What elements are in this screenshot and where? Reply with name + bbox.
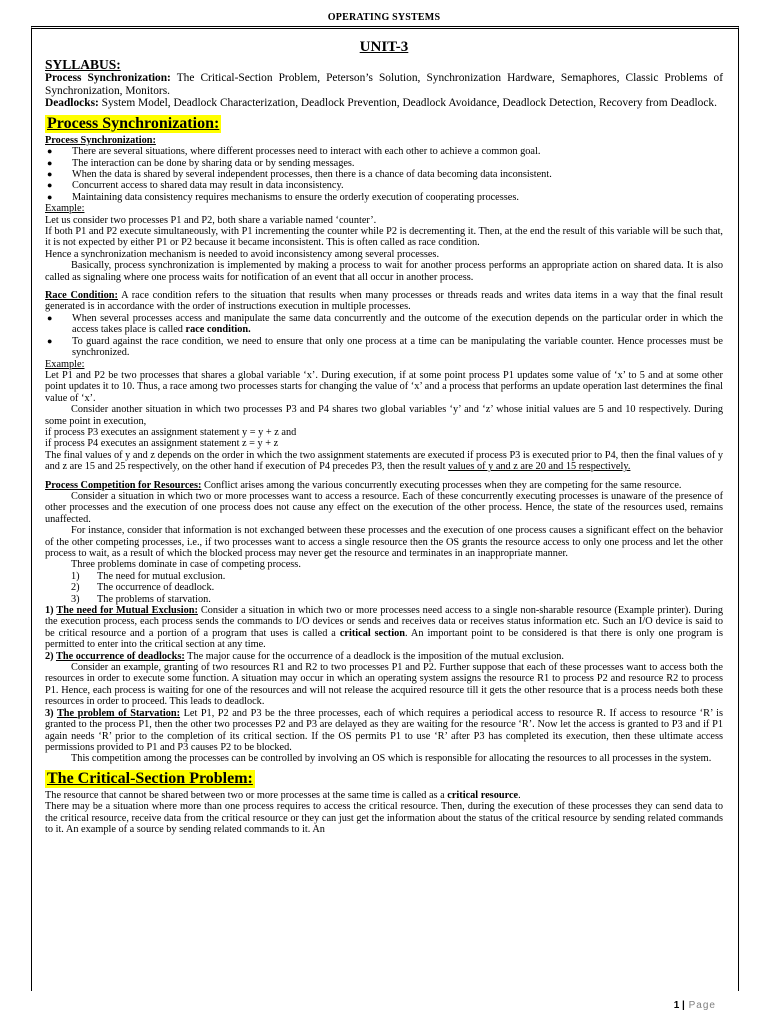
item-number: 1)	[71, 570, 80, 582]
deadlock-label: The occurrence of deadlocks:	[55, 650, 185, 662]
paragraph	[45, 450, 723, 473]
paragraph-text: The major cause for the occurrence of a deadlock is the imposition of the mutual exclusion.	[184, 650, 565, 662]
paragraph: Hence a synchronization mechanism is needed to avoid inconsistency among several processes.	[45, 248, 440, 260]
bullet-item	[45, 313, 723, 336]
race-condition-label: Race Condition:	[45, 290, 118, 302]
syllabus-dl-label: Deadlocks:	[45, 97, 99, 110]
page-content	[45, 38, 723, 835]
bullet-text: The interaction can be done by sharing data or by sending messages.	[72, 157, 355, 169]
syllabus-dl-text: System Model, Deadlock Characterization, Deadlock Prevention, Deadlock Avoidance, Deadlock Detection, Recovery from Deadlock.	[98, 97, 717, 110]
unit-title: UNIT-3	[359, 39, 409, 55]
paragraph-text: . An important point to be considered is that there is only one program is permitted to enter into the critical section at any time.	[45, 627, 724, 651]
paragraph: if process P4 executes an assignment statement z = y + z	[45, 438, 279, 450]
bullet-text: There are several situations, where different processes need to interact with each other to achieve a common goal.	[72, 146, 541, 158]
numbered-item	[45, 571, 723, 582]
syllabus-process-sync	[45, 72, 723, 97]
page-number: 1 |	[673, 1000, 685, 1011]
bullet-item	[45, 336, 723, 359]
paragraph: Let P1 and P2 be two processes that shares a global variable ‘x’. During execution, if at some point process P1 updates some value of ‘x’ to 5 and at some other point updates it to 10. Thus, a race among two processes starts for changing the value of ‘x’ and a process that performs an update operation last determines the final value of ‘x’.	[45, 369, 723, 404]
paragraph: Consider an example, granting of two resources R1 and R2 to two processes P1 and P2. Further suppose that each of these processes want to access both the resources in order to execute some function. A situation may occur in which an operating system assigns the resource R1 to process P2 and resource R2 to process P1. Hence, each process is waiting for one of the resources and will not release the acquired resource till it gets the other resource that is a process needs both these resources in order to proceed. This leads to deadlock.	[45, 662, 723, 708]
mutual-exclusion-label: The need for Mutual Exclusion:	[56, 605, 198, 617]
underlined-text: values of y and z are 20 and 15 respectively.	[448, 461, 631, 473]
item-text: The need for mutual exclusion.	[97, 570, 226, 582]
bullet-dot-icon: ●	[47, 180, 53, 191]
paragraph: If both P1 and P2 execute simultaneously, with P1 incrementing the counter while P2 is decrementing it. Then, at the end the result of this variable will be such that, it is not expected by either P1 or P2 because it became inconsistent. This is often called as race condition.	[45, 226, 723, 249]
bullet-dot-icon: ●	[47, 191, 53, 202]
bullet-item	[45, 180, 723, 191]
paragraph: Consider another situation in which two processes P3 and P4 shares two global variables ‘y’ and ‘z’ whose initial values are 5 and 10 respectively. During some point in execution,	[45, 404, 723, 427]
subheading-process-sync: Process Synchronization:	[45, 134, 156, 146]
bullet-text: When several processes access and manipulate the same data concurrently and the outcome of the execution depends on the particular order in which the access takes place is called	[72, 312, 723, 336]
competition-label: Process Competition for Resources:	[45, 479, 202, 491]
deadlock-paragraph	[45, 651, 723, 662]
running-header: OPERATING SYSTEMS	[327, 12, 441, 23]
mutual-exclusion-paragraph	[45, 605, 723, 651]
paragraph	[45, 790, 723, 801]
bullet-item	[45, 192, 723, 203]
paragraph: Let us consider two processes P1 and P2, both share a variable named ‘counter’.	[45, 214, 377, 226]
race-condition-paragraph	[45, 290, 723, 313]
paragraph: There may be a situation where more than one process requires to access the critical resource. Then, during the execution of these processes they can send data to the critical resource, receive data from the critical resource or they can just get the information about the status of the critical resource by sending related commands to it. An example of a source by sending related commands to it. An	[45, 801, 723, 835]
bold-term: critical resource	[447, 789, 519, 801]
bullet-item	[45, 169, 723, 180]
race-condition-text: A race condition refers to the situation that results when many processes or threads reads and writes data items in a way that the final result generated is in accordance with the order of instructions execution in multiple processes.	[45, 290, 723, 313]
section-heading-critical-section: The Critical-Section Problem:	[47, 769, 253, 787]
syllabus-ps-label: Process Synchronization:	[45, 72, 171, 84]
paragraph-text: The final values of y and z depends on the order in which the two assignment statements are executed if process P3 is executed prior to P4, then the final values of y and z are 15 and 25 respectively, on the other hand if execution of P4 precedes P3, then the result	[45, 449, 723, 473]
paragraph-text: Let P1, P2 and P3 be the three processes, each of which requires a periodical access to resource R. If access to resource ‘R’ is granted to the process P1, then the other two processes P2 and P3 are delayed as they are waiting for the resource ‘R’. Now let the access is granted to P3 and if P1 again needs ‘R’ prior to the completion of its critical section. If the OS permits P1 to use ‘R’ after P3 has completed its execution, then these ultimate access permissions provided to P1 and P3 causes P2 to be blocked.	[45, 707, 724, 753]
item-number: 3)	[71, 593, 80, 605]
bullet-dot-icon: ●	[47, 312, 53, 323]
competition-text: Conflict arises among the various concurrently executing processes when they are competing for the same resource.	[201, 479, 682, 491]
starvation-paragraph	[45, 708, 723, 754]
spacer	[45, 283, 723, 290]
bullet-text: Maintaining data consistency requires mechanisms to ensure the orderly execution of cooperating processes.	[72, 191, 519, 203]
paragraph-text: The resource that cannot be shared between two or more processes at the same time is called as a	[45, 789, 448, 801]
syllabus-title: SYLLABUS:	[45, 57, 121, 72]
numbered-item	[45, 594, 723, 605]
competition-paragraph	[45, 480, 723, 491]
numbered-item	[45, 582, 723, 593]
starvation-label: The problem of Starvation:	[56, 707, 181, 719]
item-text: The occurrence of deadlock.	[97, 582, 215, 594]
paragraph: For instance, consider that information is not exchanged between these processes and the execution of one process causes a significant effect on the behavior of the other competing processes, i.e., if two processes want to access a single resource then the OS grants the resource access to only one process and let the other process to wait, as a result of which the blocked process may never get the resource and terminates in an inappropriate manner.	[45, 525, 723, 559]
bullet-item	[45, 146, 723, 157]
paragraph: Three problems dominate in case of competing process.	[71, 559, 301, 571]
bullet-bold-text: race condition.	[185, 324, 251, 336]
bullet-dot-icon: ●	[47, 335, 53, 346]
page-footer	[674, 1000, 716, 1011]
paragraph-text: Consider a situation in which two or more processes need access to a single non-sharable resource (Example printer). During the execution process, each process sends the commands to I/O devices or sends and receives data or receives status information etc. Such an I/O device is said to be critical resource and a portion of a program that uses is called a	[45, 605, 724, 639]
item-number: 2)	[45, 650, 56, 662]
page-label: Page	[684, 1000, 716, 1011]
bullet-dot-icon: ●	[47, 169, 53, 179]
paragraph: Consider a situation in which two or more processes want to access a resource. Each of these concurrently executing processes is unaware of the presence of other processes and the execution of one process does not cause any effect on the execution of the other process. Hence, the state of the resources used, remains unaffected.	[45, 490, 723, 525]
bold-term: critical section	[339, 627, 405, 639]
spacer	[45, 473, 723, 480]
bullet-dot-icon: ●	[47, 146, 53, 157]
item-number: 2)	[71, 582, 80, 594]
item-number: 1)	[45, 605, 57, 617]
bullet-dot-icon: ●	[47, 157, 53, 168]
syllabus-deadlocks	[45, 97, 723, 110]
paragraph-text: .	[518, 789, 521, 801]
bullet-text: To guard against the race condition, we need to ensure that only one process at a time can be manipulating the variable counter. Hence processes must be synchronized.	[72, 335, 723, 359]
item-text: The problems of starvation.	[97, 593, 211, 605]
bullet-text: When the data is shared by several independent processes, then there is a chance of data becoming data inconsistent.	[72, 169, 552, 180]
bullet-text: Concurrent access to shared data may result in data inconsistency.	[72, 180, 344, 192]
item-number: 3)	[45, 707, 57, 719]
example-label: Example:	[45, 358, 85, 370]
paragraph: Basically, process synchronization is implemented by making a process to wait for another process performs an appropriate action on shared data. It is also called as signaling where one process waits for notification of an event that all occur in another process.	[45, 260, 723, 283]
syllabus-ps-text: The Critical-Section Problem, Peterson’s Solution, Synchronization Hardware, Semaphores, Classic Problems of Synchronization, Monitors.	[45, 72, 723, 97]
paragraph: if process P3 executes an assignment statement y = y + z and	[45, 426, 297, 438]
section-heading-process-sync: Process Synchronization:	[47, 114, 220, 132]
paragraph: This competition among the processes can be controlled by involving an OS which is responsible for allocating the resources to all processes in the system.	[71, 753, 712, 765]
example-label: Example:	[45, 203, 85, 215]
bullet-item	[45, 158, 723, 169]
